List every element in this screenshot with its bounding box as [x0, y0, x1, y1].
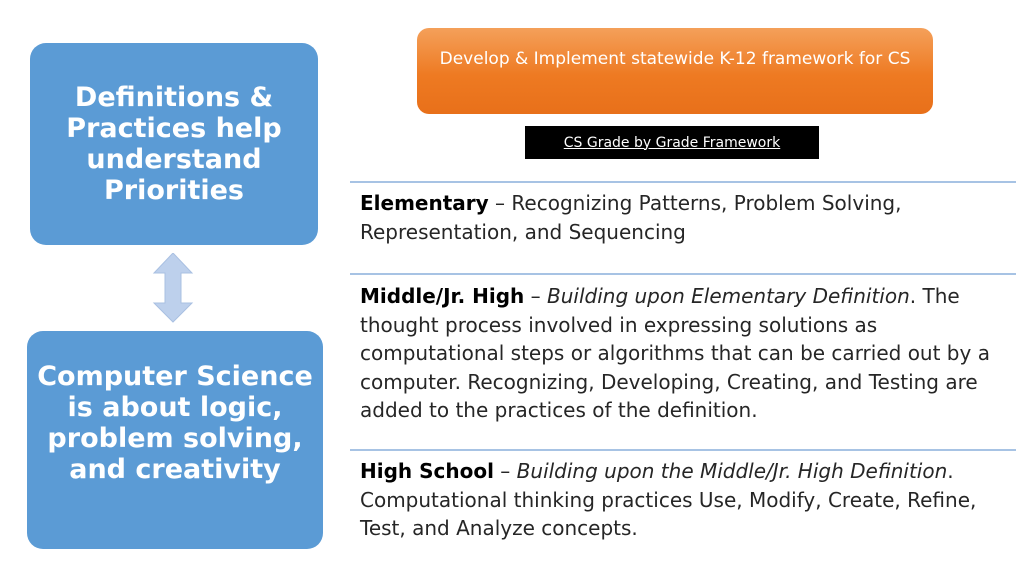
elementary-text: Recognizing Patterns, Problem Solving, Representation, and Sequencing: [360, 191, 902, 244]
high-school-dash: –: [493, 459, 517, 483]
separator-bottom: [350, 449, 1016, 451]
high-school-name: High School: [360, 459, 494, 483]
middle-school-dash: –: [524, 284, 547, 308]
middle-school-row: [360, 282, 1015, 425]
elementary-row: [360, 189, 1015, 246]
middle-school-italic: Building upon Elementary Definition: [547, 284, 910, 308]
framework-link[interactable]: [525, 126, 819, 159]
middle-school-name: Middle/Jr. High: [360, 284, 525, 308]
middle-school-text: . The thought process involved in expressing solutions as computational steps or algorithms that can be carried out by a computer. Recognizing, Developing, Creating, and Testing are added to the practices of the definition.: [360, 284, 990, 422]
double-arrow-icon: [152, 253, 194, 323]
computer-science-box: [27, 331, 323, 549]
separator-top: [350, 181, 1016, 183]
elementary-name: Elementary: [360, 191, 489, 215]
high-school-italic: Building upon the Middle/Jr. High Definition: [516, 459, 948, 483]
framework-title-text: Develop & Implement statewide K-12 framework for CS: [439, 49, 911, 69]
separator-middle: [350, 273, 1016, 275]
computer-science-text: Computer Science is about logic, problem solving, and creativity: [37, 361, 313, 485]
definitions-practices-text: Definitions & Practices help understand Priorities: [66, 82, 282, 206]
framework-link-label: CS Grade by Grade Framework: [563, 134, 781, 151]
definitions-practices-box: [30, 43, 318, 245]
high-school-row: [360, 457, 1015, 543]
high-school-text: . Computational thinking practices Use, Modify, Create, Refine, Test, and Analyze concepts.: [360, 459, 977, 540]
elementary-dash: –: [488, 191, 512, 215]
framework-title-box: [417, 28, 933, 114]
